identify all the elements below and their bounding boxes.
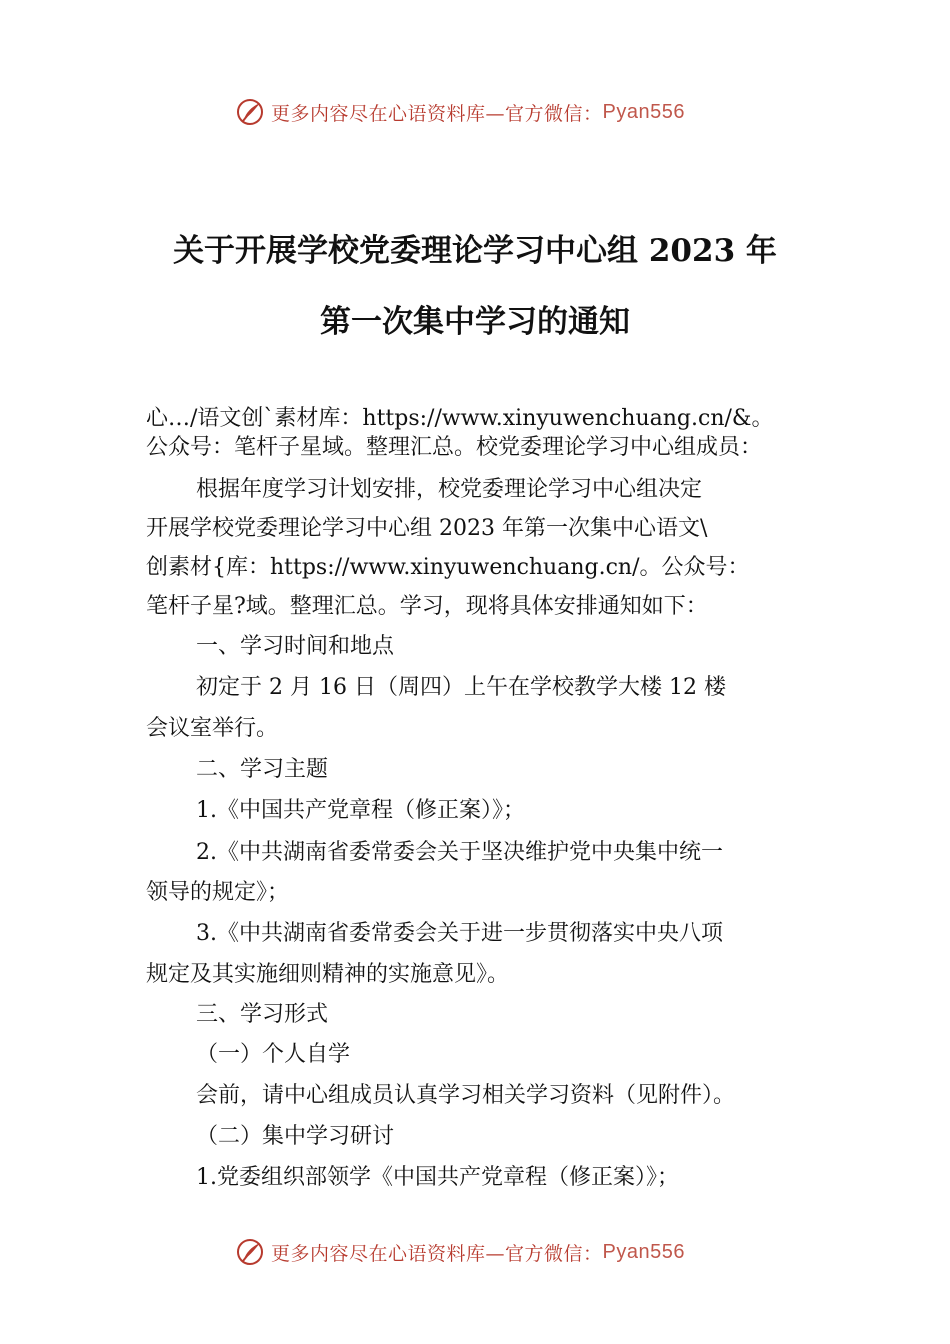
body-line: 会前，请中心组成员认真学习相关学习资料（见附件）。	[196, 1083, 736, 1108]
body-line: 会议室举行。	[146, 716, 279, 741]
header-watermark-banner	[0, 92, 950, 132]
body-line: 心…/语文创`素材库：https://www.xinyuwenchuang.cn/&。	[146, 406, 774, 431]
body-line: 公众号：笔杆子星域。整理汇总。校党委理论学习中心组成员：	[146, 435, 763, 460]
body-line: 根据年度学习计划安排，校党委理论学习中心组决定	[196, 477, 703, 502]
section-heading: 三、学习形式	[196, 1002, 329, 1027]
list-item: 3.《中共湖南省委常委会关于进一步贯彻落实中央八项	[196, 921, 723, 946]
wechat-id: Pyan556	[602, 1240, 685, 1263]
list-item-continuation: 领导的规定》；	[146, 880, 290, 905]
body-line: 创素材{库：https://www.xinyuwenchuang.cn/。公众号：	[146, 555, 750, 580]
section-heading: 二、学习主题	[196, 757, 329, 782]
document-title-line-1: 关于开展学校党委理论学习中心组 2023 年	[173, 233, 777, 269]
list-item: 1.《中国共产党章程（修正案）》；	[196, 798, 525, 823]
document-title-line-2: 第一次集中学习的通知	[320, 304, 630, 340]
quill-logo-icon	[235, 1237, 265, 1267]
subsection-heading: （二）集中学习研讨	[196, 1124, 395, 1149]
body-line: 笔杆子星?域。整理汇总。学习，现将具体安排通知如下：	[146, 594, 708, 619]
quill-logo-icon	[235, 97, 265, 127]
list-item: 2.《中共湖南省委常委会关于坚决维护党中央集中统一	[196, 840, 723, 865]
list-item-continuation: 规定及其实施细则精神的实施意见》。	[146, 962, 510, 987]
subsection-heading: （一）个人自学	[196, 1042, 351, 1067]
wechat-id: Pyan556	[602, 100, 685, 123]
watermark-text: 更多内容尽在心语资料库—官方微信：	[271, 1242, 603, 1265]
body-line: 初定于 2 月 16 日（周四）上午在学校教学大楼 12 楼	[196, 675, 726, 700]
list-item: 1.党委组织部领学《中国共产党章程（修正案）》；	[196, 1165, 679, 1190]
watermark-text: 更多内容尽在心语资料库—官方微信：	[271, 102, 603, 125]
body-line: 开展学校党委理论学习中心组 2023 年第一次集中心语文\	[146, 516, 708, 541]
footer-watermark-banner	[0, 1232, 950, 1272]
section-heading: 一、学习时间和地点	[196, 634, 395, 659]
